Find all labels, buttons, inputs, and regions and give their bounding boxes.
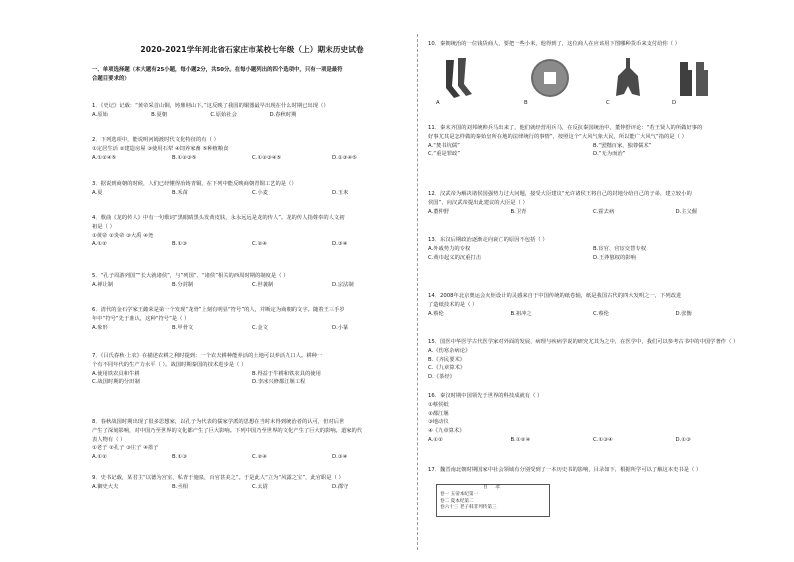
book-contents-heading: 目 录 [483, 485, 503, 490]
question-8-stem-3: 表人物有（ ） [92, 436, 126, 443]
question-15 [428, 338, 738, 382]
right-column [428, 0, 786, 562]
q13-option-a: A.外戚势力的专权 [428, 245, 471, 252]
q14-option-c: C.蔡伦 [593, 310, 609, 317]
q16-item-4: ④《九章算术》 [428, 428, 465, 435]
question-13-stem: 13．东汉后期政治逐渐走向衰亡的原因不包括（ ） [428, 237, 548, 243]
question-15-stem: 15．国医中华医学古代医学家对外面的发展，病理与疾病学说的研究尤其为之中，在医学中，我们可以参考古书中的中国学著作（ ） [428, 339, 739, 345]
book-contents-line-3: 卷六十三 老子韩非列传第三 [440, 505, 497, 511]
q7-option-d: D.李冰兴修都江堰工程 [252, 379, 306, 386]
question-7 [92, 352, 412, 387]
question-6-stem-1: 6．清代的金石学家王懿荣是第一个发现“龙骨”上刻有明显“符号”的人，并断定为商朝的文字。随着王三手岁 [92, 307, 345, 313]
question-5 [92, 272, 412, 290]
question-17-stem: 17．魏晋南北朝时期国家中社会领域有分别受到了一本历史书的影响，目录如下，根据所学可以了解这本史书是（ ） [428, 467, 702, 473]
q8-option-a: A.①② [92, 454, 107, 461]
q16-item-1: ①蔡侯纸 [428, 401, 449, 408]
q16-option-c: C.①③④ [593, 436, 613, 443]
q4-option-b: B.①③ [172, 241, 187, 248]
question-2 [92, 136, 412, 162]
question-2-stem: 2．下列选项中，能说明河姆渡时代文化特征的有（ ） [92, 137, 219, 143]
q15-option-d: D.《茶经》 [428, 374, 455, 381]
book-contents-line-1: 卷一 五帝本纪第一 [440, 491, 479, 497]
question-11 [428, 124, 758, 159]
q13-option-b: B.宦官、官宦交替专权 [593, 245, 646, 252]
question-2-items: ①定居生活 ②建造房屋 ③使用石犁 ④饲养家畜 ⑤种植粮食 [92, 145, 229, 152]
q12-option-b: B.卫青 [510, 208, 527, 215]
question-12 [428, 190, 758, 216]
q6-option-d: D.小篆 [332, 324, 349, 331]
q3-option-d: D.玉米 [332, 189, 349, 196]
q8-option-b: B.①③ [172, 454, 187, 461]
q16-option-b: B.①②④ [510, 436, 531, 443]
q16-option-a: A.①② [428, 436, 443, 443]
q7-option-a: A.使用铁农具和牛耕 [92, 370, 140, 377]
q4-option-d: D.③④ [332, 241, 348, 248]
q2-option-a: A.①②④⑤ [92, 154, 117, 161]
section-heading [92, 66, 412, 84]
question-14-stem-1: 14．2008年北京奥运会火炬设计的灵感来自于中国传统的纸卷轴，纸是我国古代的四大发明之一，下列改进 [428, 293, 682, 299]
question-7-stem-2: 个有不同年代的生产力水平（ ）。战国时期秦国的技术进步是（ ） [92, 361, 247, 368]
q12-option-c: C.霍去病 [593, 208, 615, 215]
question-3 [92, 180, 412, 198]
q5-option-a: A.禅让制 [92, 281, 114, 288]
q14-option-b: B.祖冲之 [510, 310, 532, 317]
question-8-stem-2: 产生了深刻影响，对中国乃至世界的文化都产生了巨大影响。下列中国乃至世界的文化产生了巨大的影响。道家的代 [92, 427, 363, 434]
question-7-stem-1: 7．《吕氏春秋·上农》在描述农耕之利时提到：一个农夫耕种能养活的土地可以养活九口人。耕种一 [92, 353, 323, 359]
q6-option-c: C.金文 [252, 324, 268, 331]
q2-option-b: B.①②③⑤ [172, 154, 197, 161]
question-3-stem: 3．据说到商朝的时候，人们已经懂得冶铸青铜，在下列中能反映商朝青铜工艺的是（） [92, 181, 297, 187]
q15-option-c: C.《九章算术》 [428, 365, 466, 372]
spade-coin-image [608, 56, 648, 100]
question-6-stem-2: 年中“符号”先于准认，这种“符号”是（ ） [92, 315, 190, 322]
question-17 [428, 466, 701, 475]
question-4-stem-2: 祖是（ ） [92, 223, 115, 230]
q14-option-a: A.蔡伦 [428, 310, 444, 317]
q13-option-d: D.王莽篡权的影响 [593, 254, 636, 261]
q4-option-a: A.①② [92, 241, 107, 248]
column-divider [417, 34, 418, 550]
q2-option-d: D.①③④⑤ [332, 154, 357, 161]
q9-option-b: B.丞相 [172, 483, 188, 490]
question-14-stem-2: 了造纸技术的是（ ） [428, 301, 478, 308]
q16-item-2: ②都江堰 [428, 410, 449, 417]
q1-option-a: A.原始 [92, 111, 108, 118]
q9-option-c: C.太尉 [252, 483, 268, 490]
q3-option-c: C.小麦 [252, 189, 268, 196]
q8-option-d: D.③④ [332, 454, 348, 461]
q10-label-c: C [606, 100, 610, 106]
q11-option-d: D.“无为而治” [593, 151, 626, 158]
q4-option-c: C.②④ [252, 241, 267, 248]
exam-title: 2020-2021学年河北省石家庄市某校七年级（上）期末历史试卷 [140, 45, 364, 54]
question-9 [92, 474, 412, 492]
question-14 [428, 292, 758, 318]
q11-option-b: B.“罢黜百家，独尊儒术” [593, 142, 652, 149]
q10-label-a: A [436, 100, 440, 106]
q1-option-d: D.春秋时期 [269, 111, 297, 118]
q11-option-a: A.“焚书坑儒” [428, 142, 460, 149]
q15-option-a: A.《伤寒杂病论》 [428, 347, 471, 354]
question-1 [92, 102, 329, 120]
question-8 [92, 418, 412, 462]
question-10 [428, 40, 680, 49]
q9-option-d: D.郡守 [332, 483, 349, 490]
question-9-stem: 9．史书记载，某君主“以德为宫室，私青于施泉，百官甚美之”。于是此人“立为“风露之宝”，此官职是（ ） [92, 475, 344, 481]
question-4-items: ①黄帝 ②炎帝 ③大禹 ④尧 [92, 232, 154, 239]
q5-option-d: D.宗法制 [332, 281, 354, 288]
q11-option-c: C.“重是罪政” [428, 151, 461, 158]
q10-label-d: D [672, 100, 677, 106]
book-contents-line-2: 卷二 夏本纪第二 [440, 498, 474, 504]
q3-option-b: B.禾苗 [172, 189, 188, 196]
left-column [92, 0, 412, 562]
q13-option-c: C.黄巾起义的沉重打击 [428, 254, 482, 261]
question-8-stem-1: 8．春秋战国时期出现了很多思想家，以孔子为代表的儒家学派的思想在当时未得到统治者的认可，但对后世 [92, 419, 345, 425]
question-4-stem-1: 4．歌曲《龙的传人》中有一句歌词“黑眼睛黑头发黄皮肤，永永远远是龙的传人”。龙的传人指尊奉的人文初 [92, 215, 345, 221]
q6-option-b: B.甲骨文 [172, 324, 194, 331]
q12-option-d: D.主父偃 [675, 208, 698, 215]
knife-coin-image [440, 56, 474, 100]
q16-option-d: D.①③ [675, 436, 691, 443]
question-8-items: ①老子 ②孔子 ③庄子 ④墨子 [92, 445, 159, 452]
q5-option-b: B.分封制 [172, 281, 194, 288]
question-16 [428, 392, 758, 445]
q2-option-c: C.①②③④⑤ [252, 154, 282, 161]
q8-option-c: C.②④ [252, 454, 267, 461]
spade-coin-pair-image [674, 56, 714, 100]
question-11-stem-2: 好事尤其是怎样做的秦始皇所在地的法律统行的事情”，按照这个“大风气象大民，所以能广大风气”指的是（ ） [428, 133, 687, 140]
question-12-stem-1: 12．汉武帝为解决诸侯国强势力过大问题，接受大臣建议“允许诸侯王将自己的封地分给自己的子弟，建立较小的 [428, 191, 692, 197]
q14-option-d: D.张衡 [675, 310, 692, 317]
question-1-stem: 1．《史记》记载：“黄帝采首山铜，铸鼎荆山下。”这反映了我国的铜器最早出现在什么时期已出现（） [92, 103, 329, 109]
question-4 [92, 214, 412, 249]
q3-option-a: A.夏 [92, 189, 103, 196]
q9-option-a: A.御史大夫 [92, 483, 119, 490]
question-11-stem-1: 11．秦末齐国的刘邦统帅兵马出来了，他们就经营用兵马，在反抗秦国统治中，董仲舒评论：“若王贤人的所做好事的 [428, 125, 703, 131]
round-coin-image [528, 56, 572, 100]
q7-option-c: C.战国时期的分田制 [92, 379, 140, 386]
q16-item-3: ③地动仪 [428, 419, 449, 426]
question-5-stem: 5．“孔子周游列国”“长大就诸侯”，与“列国”、“诸侯”相关的西周时期的制度是（ ） [92, 273, 289, 279]
q15-option-b: B.《齐民要术》 [428, 356, 466, 363]
q7-option-b: B.得益于牛耕和铁农具的使用 [252, 370, 321, 377]
q1-option-c: C.原始社会 [210, 111, 237, 118]
question-10-stem: 10．秦朝统治的一位钱货商人，要把一些小米，他得到了，这位商人在应该用下图哪种货币来支付给你（ ） [428, 41, 681, 47]
section-line-2: 合题目要求的） [92, 76, 130, 82]
q6-option-a: A.象形 [92, 324, 108, 331]
q5-option-c: C.世袭制 [252, 281, 274, 288]
question-16-stem: 16．秦汉时期中国领先于世界的科技成就有（ ） [428, 393, 543, 399]
question-12-stem-2: 侯国”，向汉武帝提出此建议的大臣是（ ） [428, 199, 528, 206]
q1-option-b: B.夏朝 [151, 111, 168, 118]
currency-images [436, 56, 776, 108]
q12-option-a: A.董仲舒 [428, 208, 450, 215]
book-contents-box [436, 484, 550, 517]
question-13 [428, 236, 758, 262]
section-line-1: 一、单项选择题（本大题有25小题，每小题2分，共50分。在每小题列出的四个选项中，只有一项是最符 [92, 67, 343, 73]
q10-label-b: B [524, 100, 528, 106]
question-6 [92, 306, 412, 332]
